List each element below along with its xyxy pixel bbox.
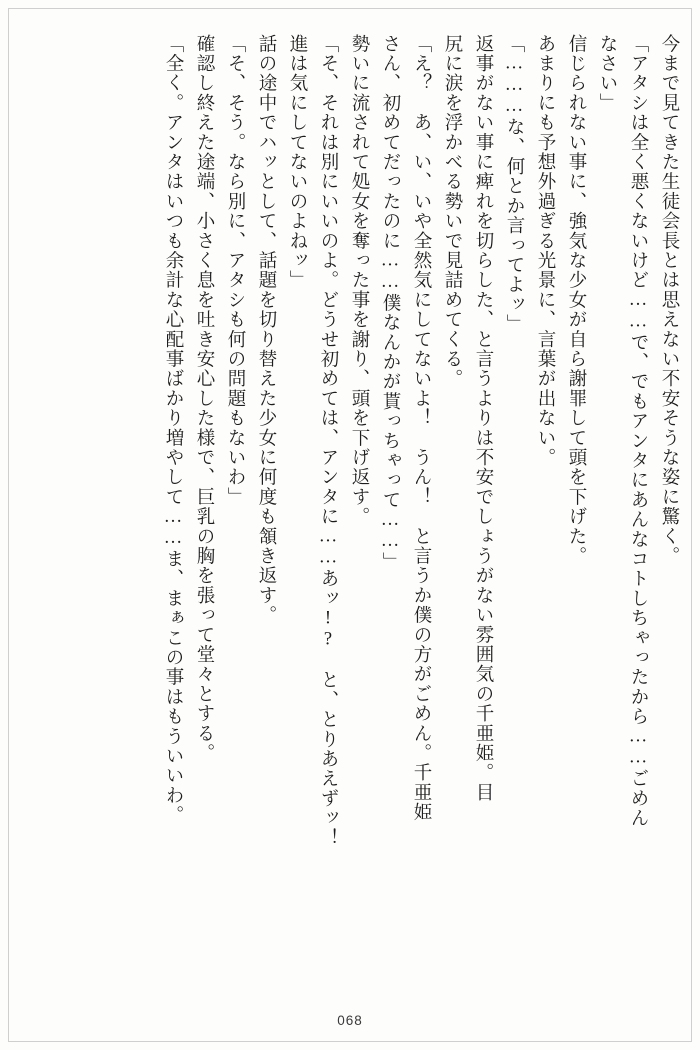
text-line: なさい」 — [597, 34, 617, 113]
text-line: 「………な、何とか言ってよッ」 — [504, 34, 524, 334]
text-line: 尻に涙を浮かべる勢いで見詰めてくる。 — [442, 34, 462, 389]
text-line: 今まで見てきた生徒会長とは思えない不安そうな姿に驚く。 — [659, 34, 679, 566]
text-line: 話の途中でハッとして、話題を切り替えた少女に何度も頷き返す。 — [256, 34, 276, 625]
text-line: 「そ、そう。なら別に、アタシも何の問題もないわ」 — [225, 34, 245, 507]
text-line: 勢いに流されて処女を奪った事を謝り、頭を下げ返す。 — [349, 34, 369, 527]
text-line: 確認し終えた途端、小さく息を吐き安心した様で、巨乳の胸を張って堂々とする。 — [194, 34, 214, 763]
text-line: あまりにも予想外過ぎる光景に、言葉が出ない。 — [535, 34, 555, 468]
text-line: 信じられない事に、強気な少女が自ら謝罪して頭を下げた。 — [566, 34, 586, 566]
text-line: 「え？ あ、い、いや全然気にしてないよ！ うん！ と言うか僕の方がごめん。千亜姫 — [411, 34, 431, 822]
text-line: さん、初めてだったのに……僕なんかが貰っちゃって……」 — [380, 34, 400, 572]
text-line: 返事がない事に痺れを切らした、と言うよりは不安でしょうがない雰囲気の千亜姫。目 — [473, 34, 493, 803]
text-line: 「アタシは全く悪くないけど……で、でもアンタにあんなコトしちゃったから……ごめん — [628, 34, 648, 828]
text-line: 進は気にしてないのよねッ」 — [287, 34, 307, 291]
vertical-text-block — [22, 34, 678, 989]
page-number: 068 — [337, 1013, 363, 1028]
text-line: 「そ、それは別にいいのよ。どうせ初めては、アンタに……あッ!? と、とりあえずッ！ — [318, 34, 338, 848]
text-line: 「全く。アンタはいつも余計な心配事ばかり増やして……ま、まぁこの事はもういいわ。 — [163, 34, 183, 825]
